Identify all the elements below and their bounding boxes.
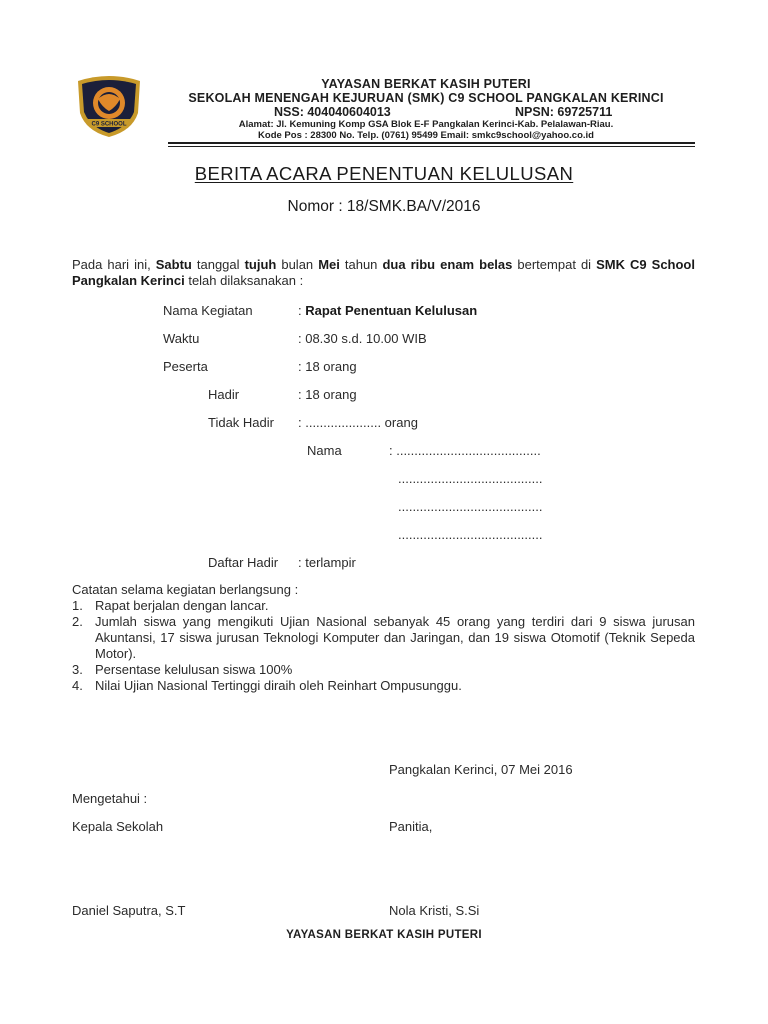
- nama-label: Nama: [307, 443, 342, 458]
- list-item-text: Rapat berjalan dengan lancar.: [95, 598, 269, 613]
- tidak-hadir-label: Tidak Hadir: [208, 415, 274, 430]
- nama-line: : ........................................: [389, 443, 541, 458]
- header-nss: NSS: 404040604013: [274, 105, 391, 119]
- left-signer-role: Kepala Sekolah: [72, 819, 164, 834]
- peserta-label: Peserta: [163, 359, 208, 374]
- hadir-label: Hadir: [208, 387, 240, 402]
- hadir-value: : 18 orang: [298, 387, 357, 402]
- nama-line: ........................................: [398, 471, 543, 486]
- nama-line: ........................................: [398, 527, 543, 542]
- left-signer-name: Daniel Saputra, S.T: [72, 903, 186, 918]
- tidak-hadir-value: : ..................... orang: [298, 415, 418, 430]
- footer-foundation: YAYASAN BERKAT KASIH PUTERI: [286, 929, 482, 941]
- header-foundation: YAYASAN BERKAT KASIH PUTERI: [321, 77, 531, 91]
- waktu-value: : 08.30 s.d. 10.00 WIB: [298, 331, 427, 346]
- header-school-name: SEKOLAH MENENGAH KEJURUAN (SMK) C9 SCHOOL PANGKALAN KERINCI: [188, 91, 664, 105]
- peserta-value: : 18 orang: [298, 359, 357, 374]
- list-item-number: 4.: [72, 678, 83, 693]
- document-title: BERITA ACARA PENENTUAN KELULUSAN: [194, 163, 574, 184]
- right-signer-name: Nola Kristi, S.Si: [389, 903, 480, 918]
- notes-heading: Catatan selama kegiatan berlangsung :: [72, 582, 299, 597]
- kegiatan-value: : Rapat Penentuan Kelulusan: [298, 303, 478, 318]
- waktu-label: Waktu: [163, 331, 200, 346]
- list-item-text: Persentase kelulusan siswa 100%: [95, 662, 293, 677]
- daftar-hadir-label: Daftar Hadir: [208, 555, 279, 570]
- right-signer-role: Panitia,: [389, 819, 433, 834]
- header-rule-thin: [168, 146, 695, 147]
- list-item-text: Jumlah siswa yang mengikuti Ujian Nasional sebanyak 45 orang yang terdiri dari 9 siswa jurusan Akuntansi, 17 siswa jurusan Teknologi Komputer dan Jaringan, dan 19 siswa Otomotif (Teknik Sepeda Motor).: [95, 614, 695, 661]
- list-item-number: 1.: [72, 598, 83, 613]
- school-logo: [72, 73, 146, 139]
- header-contact: Kode Pos : 28300 No. Telp. (0761) 95499 Email: smkc9school@yahoo.co.id: [258, 130, 594, 141]
- list-item-number: 3.: [72, 662, 83, 677]
- daftar-hadir-value: : terlampir: [298, 555, 356, 570]
- document-number: Nomor : 18/SMK.BA/V/2016: [287, 198, 481, 215]
- list-item-number: 2.: [72, 614, 83, 629]
- mengetahui-label: Mengetahui :: [72, 791, 148, 806]
- list-item-text: Nilai Ujian Nasional Tertinggi diraih oleh Reinhart Ompusunggu.: [95, 678, 462, 693]
- intro-paragraph: Pada hari ini, Sabtu tanggal tujuh bulan Mei tahun dua ribu enam belas bertempat di SMK C9 School Pangkalan Kerinci telah dilaksanakan :: [72, 257, 695, 288]
- place-date: Pangkalan Kerinci, 07 Mei 2016: [389, 762, 573, 777]
- svg-text:C9 SCHOOL: C9 SCHOOL: [91, 121, 127, 128]
- kegiatan-label: Nama Kegiatan: [163, 303, 253, 318]
- nama-line: ........................................: [398, 499, 543, 514]
- header-rule-thick: [168, 142, 695, 144]
- header-npsn: NPSN: 69725711: [515, 105, 613, 119]
- header-address: Alamat: Jl. Kemuning Komp GSA Blok E-F Pangkalan Kerinci-Kab. Pelalawan-Riau.: [238, 119, 614, 130]
